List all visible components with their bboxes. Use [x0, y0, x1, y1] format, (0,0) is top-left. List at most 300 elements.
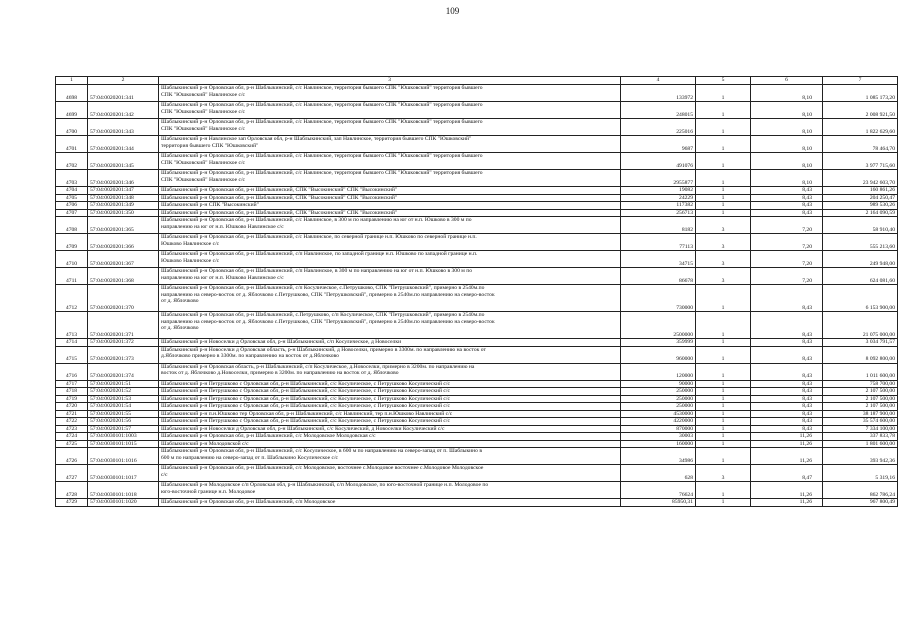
description-cell [159, 448, 621, 465]
column5-cell: 3 [696, 268, 751, 285]
row-number-cell: 4728 [56, 482, 88, 499]
row-number-cell: 4724 [56, 433, 88, 441]
value-cell: 967 800,49 [823, 499, 898, 507]
area-cell: 248015 [621, 102, 696, 119]
area-cell: 34986 [621, 448, 696, 465]
description-line: Шаблыкинский р-н Новоселки д Орловская обл, р-н Шаблыкинский, с/п Косуличеcкое, д Новоселки [161, 339, 402, 345]
description-cell [159, 136, 621, 153]
value-cell: 21 075 000,00 [823, 312, 898, 339]
column5-cell: 1 [696, 380, 751, 388]
description-line: направлению на северо-восток от д. Яблочково с.Петрушково, СПК "Петрушковский", примерно в 2540м.по направлению на северо-восток [161, 318, 495, 325]
area-cell: 9687 [621, 136, 696, 153]
column5-cell: 3 [696, 251, 751, 268]
rate-cell: 8,43 [751, 339, 823, 347]
description-cell [159, 202, 621, 210]
column5-cell: 1 [696, 425, 751, 433]
area-cell: 76624 [621, 482, 696, 499]
rate-cell: 7,20 [751, 217, 823, 234]
area-cell: 256713 [621, 209, 696, 217]
row-number-cell: 4714 [56, 339, 88, 347]
description-line: Шаблыкинский р-н Орловская область, р-н Шаблыкинский, с/п Косуличеcкое, д.Новоселки, примерно в 3200м. по направлению на [161, 363, 475, 370]
area-cell: 90000 [621, 380, 696, 388]
table-row [56, 202, 898, 210]
description-cell [159, 268, 621, 285]
description-line: Шаблыкинский р-н Орловская обл, р-н Шаблыкинский, СПК "Высокинский" СПК "Высокинский" [161, 187, 398, 193]
description-line: Шаблыкинский р-н Орловская обл, р-н Шаблыкинский, СПК "Высокинский" СПК "Высокинский" [161, 209, 398, 216]
description-line: Шаблыкинский р-н Орловская обл, р-н Шаблыкинский, с/п Молодовское [161, 499, 336, 505]
rate-cell: 8,43 [751, 410, 823, 418]
cadastral-number-cell: 57:04:0020201:53 [88, 395, 159, 403]
column-header: 4 [621, 77, 696, 85]
table-row [56, 440, 898, 448]
table-row [56, 339, 898, 347]
column5-cell: 1 [696, 312, 751, 339]
description-line: Шаблыкинский р-н Петрушково с Орловская обл, р-н Шаблыкинский, с/с Косуличеcкое, с Петрушково Косуличеcкий с/с [161, 418, 450, 424]
description-line: Шаблыкинский р-н Молодовское с/п Орловская обл, р-н Шаблыкинский, с/п Молодовское, по юго-восточной границе н.п. Молодовое по [161, 482, 489, 488]
column-header: 5 [696, 77, 751, 85]
table-row [56, 268, 898, 285]
cadastral-number-cell: 57:04:0020201:56 [88, 418, 159, 426]
rate-cell: 8,43 [751, 388, 823, 396]
description-line: Шаблыкинский р-н Орловская обл, р-н Шаблыкинский, с/с Навлинское, по северной границе н.п. Юшково по северной границе н.п. [161, 234, 477, 240]
row-number-cell: 4701 [56, 136, 88, 153]
column5-cell: 1 [696, 410, 751, 418]
table-row [56, 102, 898, 119]
table-row [56, 482, 898, 499]
table-row [56, 209, 898, 217]
description-line: Шаблыкинский р-н Орловская обл, р-н Шаблыкинский, с/с Навлинское, в 300 м по направлению на юг от н.п. Юшково в 300 м по [161, 217, 472, 223]
description-line: 600 м по направлению на северо-запад от п. Шаблыкино Косуличеcкое с/с [161, 454, 339, 461]
table-row [56, 499, 898, 507]
value-cell: 160 861,26 [823, 187, 898, 195]
row-number-cell: 4726 [56, 448, 88, 465]
description-line: Шаблыкинский р-н Орловская обл, р-н Шаблыкинский, с/с Навлинское, территория бывшего СПК "Юшковский" территория бывшего [161, 170, 483, 176]
column5-cell: 1 [696, 440, 751, 448]
row-number-cell: 4704 [56, 187, 88, 195]
row-number-cell: 4700 [56, 119, 88, 136]
table-row [56, 346, 898, 363]
area-cell: 4220000 [621, 418, 696, 426]
cadastral-number-cell: 57:04:0020201:57 [88, 425, 159, 433]
table-row [56, 187, 898, 195]
table-row [56, 380, 898, 388]
row-number-cell: 4718 [56, 388, 88, 396]
area-cell: 960000 [621, 346, 696, 363]
rate-cell: 11,26 [751, 448, 823, 465]
description-cell [159, 312, 621, 339]
row-number-cell: 4723 [56, 425, 88, 433]
value-cell: 2 008 921,50 [823, 102, 898, 119]
description-line: юго-восточной границе н.п. Молодовое [161, 488, 256, 495]
value-cell: 3 977 715,60 [823, 153, 898, 170]
rate-cell: 8,43 [751, 312, 823, 339]
rate-cell: 8,43 [751, 363, 823, 380]
cadastral-number-cell: 57:04:0020201:373 [88, 346, 159, 363]
rate-cell: 8,10 [751, 85, 823, 102]
cadastral-number-cell: 57:04:0020201:368 [88, 268, 159, 285]
description-cell [159, 346, 621, 363]
row-number-cell: 4722 [56, 418, 88, 426]
row-number-cell: 4698 [56, 85, 88, 102]
description-line: восток от д. Яблочково д.Новоселки, примерно в 3200м. по направлению на восток от д. Яблочково [161, 370, 399, 376]
area-cell: 628 [621, 465, 696, 482]
table-row [56, 136, 898, 153]
rate-cell: 8,43 [751, 418, 823, 426]
rate-cell: 8,43 [751, 425, 823, 433]
rate-cell: 8,10 [751, 170, 823, 187]
value-cell: 2 164 090,59 [823, 209, 898, 217]
area-cell: 120000 [621, 363, 696, 380]
column5-cell: 1 [696, 153, 751, 170]
rate-cell: 7,20 [751, 268, 823, 285]
value-cell: 393 942,36 [823, 448, 898, 465]
cadastral-number-cell: 57:04:0020201:342 [88, 102, 159, 119]
table-row [56, 448, 898, 465]
value-cell: 8 092 800,00 [823, 346, 898, 363]
description-line: СПК "Юшковский" Навлинское с/с [161, 125, 245, 132]
row-number-cell: 4713 [56, 312, 88, 339]
area-cell: 34715 [621, 251, 696, 268]
description-line: СПК "Юшковский" Навлинское с/с [161, 159, 245, 166]
table-row [56, 410, 898, 418]
column5-cell: 1 [696, 499, 751, 507]
description-cell [159, 285, 621, 312]
cadastral-number-cell: 57:04:0020201:365 [88, 217, 159, 234]
cadastral-number-cell: 57:04:0020201:343 [88, 119, 159, 136]
description-line: направлению на северо-восток от д. Яблочково с.Петрушково, СПК "Петрушковский", примерно в 2540м.по направлению на северо-восток [161, 291, 495, 298]
table-row [56, 403, 898, 411]
area-cell: 133972 [621, 85, 696, 102]
cadastral-number-cell: 57:04:0030101:1003 [88, 433, 159, 441]
row-number-cell: 4720 [56, 403, 88, 411]
value-cell: 35 574 600,00 [823, 418, 898, 426]
row-number-cell: 4719 [56, 395, 88, 403]
description-cell [159, 209, 621, 217]
description-cell [159, 194, 621, 202]
description-line: Шаблыкинский р-н Орловская обл, р-н Шаблыкинский, с/п Косуличеcкое, с.Петрушково, СПК "Петрушковский", примерно в 2540м.по [161, 285, 485, 291]
cadastral-number-cell: 57:04:0030101:1015 [88, 440, 159, 448]
description-line: от д. Яблочково [161, 325, 199, 331]
value-cell: 337 833,78 [823, 433, 898, 441]
area-cell: 85950,31 [621, 499, 696, 507]
column5-cell: 1 [696, 363, 751, 380]
column5-cell: 1 [696, 102, 751, 119]
column5-cell: 1 [696, 403, 751, 411]
column5-cell: 1 [696, 194, 751, 202]
cadastral-number-cell: 57:04:0020201:349 [88, 202, 159, 210]
rate-cell: 8,43 [751, 187, 823, 195]
table-row [56, 395, 898, 403]
rate-cell: 8,10 [751, 153, 823, 170]
column5-cell: 1 [696, 482, 751, 499]
row-number-cell: 4711 [56, 268, 88, 285]
description-line: Шаблыкинский р-н Орловская обл, р-н Шаблыкинский, с/с Косуличеcкое, в 600 м по направлению на северо-запад от п. Шаблыкино в [161, 448, 482, 454]
column5-cell: 1 [696, 119, 751, 136]
description-line: Шаблыкинский р-н Петрушково с Орловская обл, р-н Шаблыкинский, с/с Косуличеcкое, с Петрушково Косуличеcкий с/с [161, 380, 450, 387]
description-cell [159, 465, 621, 482]
column5-cell: 1 [696, 136, 751, 153]
row-number-cell: 4725 [56, 440, 88, 448]
cadastral-number-cell: 57:04:0020201:348 [88, 194, 159, 202]
description-cell [159, 388, 621, 396]
rate-cell: 8,43 [751, 285, 823, 312]
table-header-row [56, 77, 898, 85]
description-cell [159, 482, 621, 499]
column5-cell: 1 [696, 187, 751, 195]
description-cell [159, 433, 621, 441]
cadastral-number-cell: 57:04:0020201:55 [88, 410, 159, 418]
row-number-cell: 4710 [56, 251, 88, 268]
description-line: от д. Яблочково [161, 298, 199, 304]
rate-cell: 8,10 [751, 102, 823, 119]
value-cell: 624 081,60 [823, 268, 898, 285]
description-line: Юшково Навлинское с/с [161, 240, 220, 247]
column5-cell: 1 [696, 85, 751, 102]
cadastral-number-cell: 57:04:0020201:370 [88, 285, 159, 312]
value-cell: 7 334 100,00 [823, 425, 898, 433]
description-line: Шаблыкинский р-н СПК "Высокинский" [161, 202, 259, 208]
description-line: Шаблыкинский р-н Орловская обл, р-н Шаблыкинский, с/с Навлинское, территория бывшего СПК "Юшковский" территория бывшего [161, 102, 483, 108]
cadastral-number-cell: 57:04:0030101:1020 [88, 499, 159, 507]
table-row [56, 285, 898, 312]
area-cell: 730000 [621, 285, 696, 312]
rate-cell: 8,43 [751, 403, 823, 411]
column5-cell: 3 [696, 465, 751, 482]
cadastral-number-cell: 57:04:0020201:367 [88, 251, 159, 268]
cadastral-number-cell: 57:04:0020201:374 [88, 363, 159, 380]
rate-cell: 7,20 [751, 234, 823, 251]
area-cell: 250000 [621, 395, 696, 403]
value-cell: 38 187 900,00 [823, 410, 898, 418]
description-cell [159, 418, 621, 426]
value-cell: 3 034 791,57 [823, 339, 898, 347]
area-cell: 117382 [621, 202, 696, 210]
description-cell [159, 440, 621, 448]
table-row [56, 388, 898, 396]
rate-cell: 8,43 [751, 380, 823, 388]
description-line: территория бывшего СПК "Юшковский" [161, 142, 259, 149]
description-line: Шаблыкинский р-н п.н.Юшково тер Орловская обл, р-н Шаблыкинский, с/с Навлинский, тер п.н.Юшково Навлинский с/с [161, 410, 453, 417]
value-cell: 758 700,00 [823, 380, 898, 388]
description-cell [159, 251, 621, 268]
table-row [56, 465, 898, 482]
cadastral-number-cell: 57:04:0020201:52 [88, 388, 159, 396]
area-cell: 24229 [621, 194, 696, 202]
value-cell: 78 464,70 [823, 136, 898, 153]
column5-cell: 1 [696, 448, 751, 465]
description-cell [159, 425, 621, 433]
row-number-cell: 4712 [56, 285, 88, 312]
rate-cell: 7,20 [751, 251, 823, 268]
row-number-cell: 4716 [56, 363, 88, 380]
row-number-cell: 4715 [56, 346, 88, 363]
row-number-cell: 4707 [56, 209, 88, 217]
description-cell [159, 234, 621, 251]
page-number: 109 [445, 6, 460, 16]
row-number-cell: 4705 [56, 194, 88, 202]
value-cell: 555 213,60 [823, 234, 898, 251]
rate-cell: 8,43 [751, 202, 823, 210]
table-row [56, 433, 898, 441]
cadastral-number-cell: 57:04:0020201:51 [88, 380, 159, 388]
table-row [56, 363, 898, 380]
row-number-cell: 4729 [56, 499, 88, 507]
description-line: Шаблыкинский р-н Петрушково с Орловская обл, р-н Шаблыкинский, с/с Косуличеcкое, с Петрушково Косуличеcкий с/с [161, 403, 450, 409]
description-line: Шаблыкинский р-н Орловская обл, р-н Шаблыкинский, с.Петрушково, с/п Косуличеcкое, СПК "Петрушковский", примерно в 2540м.по [161, 312, 485, 318]
area-cell: 359999 [621, 339, 696, 347]
cadastral-number-cell: 57:04:0020201:366 [88, 234, 159, 251]
description-cell [159, 153, 621, 170]
description-line: СПК "Юшковский" Навлинское с/с [161, 108, 245, 115]
rate-cell: 8,43 [751, 395, 823, 403]
description-cell [159, 395, 621, 403]
area-cell: 2955877 [621, 170, 696, 187]
area-cell: 86678 [621, 268, 696, 285]
description-line: СПК "Юшковский" Навлинское с/с [161, 91, 245, 98]
area-cell: 4530000 [621, 410, 696, 418]
row-number-cell: 4703 [56, 170, 88, 187]
table-row [56, 119, 898, 136]
description-line: направлению на юг от н.п. Юшково Навлинское с/с [161, 274, 284, 281]
area-cell: 30003 [621, 433, 696, 441]
area-cell: 77113 [621, 234, 696, 251]
value-cell: 5 319,16 [823, 465, 898, 482]
description-cell [159, 380, 621, 388]
cadastral-number-cell: 57:04:0020201:346 [88, 170, 159, 187]
row-number-cell: 4699 [56, 102, 88, 119]
column-header: 6 [751, 77, 823, 85]
area-cell: 870000 [621, 425, 696, 433]
column5-cell: 1 [696, 170, 751, 187]
value-cell: 2 107 500,00 [823, 403, 898, 411]
cadastral-table [55, 76, 898, 507]
description-line: Шаблыкинский р-н Орловская обл, р-н Шаблыкинский, с/с Навлинское, территория бывшего СПК "Юшковский" территория бывшего [161, 85, 483, 91]
value-cell: 58 910,40 [823, 217, 898, 234]
value-cell: 2 107 500,00 [823, 388, 898, 396]
rate-cell: 11,26 [751, 499, 823, 507]
table-row [56, 251, 898, 268]
table-row [56, 194, 898, 202]
description-line: Шаблыкинский р-н Орловская обл, р-н Шаблыкинский, с/с Навлинское, территория бывшего СПК "Юшковский" территория бывшего [161, 119, 483, 125]
area-cell: 225016 [621, 119, 696, 136]
description-cell [159, 170, 621, 187]
cadastral-number-cell: 57:04:0020201:344 [88, 136, 159, 153]
description-cell [159, 403, 621, 411]
description-line: Шаблыкинский р-н Орловская обл, р-н Шаблыкинский, с/п Навлинское, по западной границе н.п. Юшково по западной границе н.п. [161, 251, 478, 257]
value-cell: 23 942 603,70 [823, 170, 898, 187]
rate-cell: 8,43 [751, 346, 823, 363]
rate-cell: 8,43 [751, 194, 823, 202]
description-line: Шаблыкинский р-н Навлинское зап Орловская обл, р-н Шаблыкинский, зап Навлинское, территория бывшего СПК "Юшковский" [161, 136, 472, 142]
value-cell: 862 786,24 [823, 482, 898, 499]
table-row [56, 234, 898, 251]
description-cell [159, 410, 621, 418]
rate-cell: 11,26 [751, 482, 823, 499]
cadastral-number-cell: 57:04:0020201:347 [88, 187, 159, 195]
value-cell: 989 530,26 [823, 202, 898, 210]
description-cell [159, 499, 621, 507]
description-line: Шаблыкинский р-н Орловская обл, р-н Шаблыкинский, с/с Навлинское, территория бывшего СПК "Юшковский" территория бывшего [161, 153, 483, 159]
column5-cell: 1 [696, 388, 751, 396]
rate-cell: 8,47 [751, 465, 823, 482]
description-cell [159, 217, 621, 234]
cadastral-number-cell: 57:04:0020201:345 [88, 153, 159, 170]
description-cell [159, 102, 621, 119]
value-cell: 6 153 900,00 [823, 285, 898, 312]
area-cell: 160000 [621, 440, 696, 448]
column5-cell: 1 [696, 418, 751, 426]
table-row [56, 217, 898, 234]
area-cell: 250000 [621, 403, 696, 411]
cadastral-number-cell: 57:04:0020201:350 [88, 209, 159, 217]
column-header: 1 [56, 77, 88, 85]
column5-cell: 1 [696, 339, 751, 347]
description-line: Шаблыкинский р-н Орловская обл, р-н Шаблыкинский, с/п Навлинское, в 300 м по направлению на юг от н.п. Юшково в 300 м по [161, 268, 473, 274]
area-cell: 8182 [621, 217, 696, 234]
description-line: Шаблыкинский р-н Петрушково с Орловская обл, р-н Шаблыкинский, с/с Косуличеcкое, с Петрушково Косуличеcкий с/с [161, 395, 450, 402]
table-row [56, 85, 898, 102]
value-cell: 2 107 500,00 [823, 395, 898, 403]
value-cell: 1 085 173,20 [823, 85, 898, 102]
description-cell [159, 339, 621, 347]
rate-cell: 8,43 [751, 209, 823, 217]
column5-cell: 1 [696, 285, 751, 312]
column5-cell: 1 [696, 209, 751, 217]
cadastral-number-cell: 57:04:0030101:1018 [88, 482, 159, 499]
description-line: Шаблыкинский р-н Орловская обл, р-н Шаблыкинский, СПК "Высокинский" СПК "Высокинский" [161, 194, 398, 201]
cadastral-number-cell: 57:04:0030101:1017 [88, 465, 159, 482]
column5-cell: 3 [696, 234, 751, 251]
rate-cell: 8,10 [751, 119, 823, 136]
value-cell: 1 011 600,00 [823, 363, 898, 380]
value-cell: 249 948,00 [823, 251, 898, 268]
column-header: 3 [159, 77, 621, 85]
description-line: направлению на юг от н.п. Юшково Навлинское с/с [161, 223, 284, 230]
description-line: Шаблыкинский р-н Молодовской с/с [161, 440, 249, 447]
row-number-cell: 4717 [56, 380, 88, 388]
description-line: Шаблыкинский р-н Орловская обл, р-н Шаблыкинский, с/с Молодовское, восточнее с.Молодовое восточнее с.Молодовое Молодовское [161, 465, 484, 471]
description-cell [159, 363, 621, 380]
column-header: 7 [823, 77, 898, 85]
description-line: д.Яблочково примерно в 3300м. по направлению на восток от д.Яблочково [161, 353, 339, 359]
table-row [56, 312, 898, 339]
cadastral-number-cell: 57:04:0030101:1016 [88, 448, 159, 465]
value-cell: 1 801 600,00 [823, 440, 898, 448]
area-cell: 2500000 [621, 312, 696, 339]
description-cell [159, 85, 621, 102]
row-number-cell: 4706 [56, 202, 88, 210]
cadastral-number-cell: 57:04:0020201:372 [88, 339, 159, 347]
description-cell [159, 187, 621, 195]
table-row [56, 425, 898, 433]
description-line: с/с [161, 471, 168, 478]
column5-cell: 1 [696, 202, 751, 210]
column5-cell: 1 [696, 346, 751, 363]
description-line: Шаблыкинский р-н Орловская обл, р-н Шаблыкинский, с/с Молодовское Молодовская с/с [161, 433, 376, 439]
description-line: Шаблыкинский р-н Петрушково с Орловская обл, р-н Шаблыкинский, с/с Косуличеcкое, с Петрушково Косуличеcкий с/с [161, 388, 450, 394]
column5-cell: 3 [696, 217, 751, 234]
column5-cell: 1 [696, 395, 751, 403]
table-row [56, 170, 898, 187]
cadastral-number-cell: 57:04:0020201:54 [88, 403, 159, 411]
row-number-cell: 4709 [56, 234, 88, 251]
description-line: Шаблыкинский р-н Новоселки д Орловская область, р-н Шаблыкинский, д Новоселки, примерно в 3300м. по направлению на восток от [161, 346, 486, 353]
cadastral-number-cell: 57:04:0020201:371 [88, 312, 159, 339]
value-cell: 204 250,47 [823, 194, 898, 202]
table-row [56, 418, 898, 426]
column5-cell: 1 [696, 433, 751, 441]
description-line: Юшково Навлинское с/с [161, 257, 220, 264]
